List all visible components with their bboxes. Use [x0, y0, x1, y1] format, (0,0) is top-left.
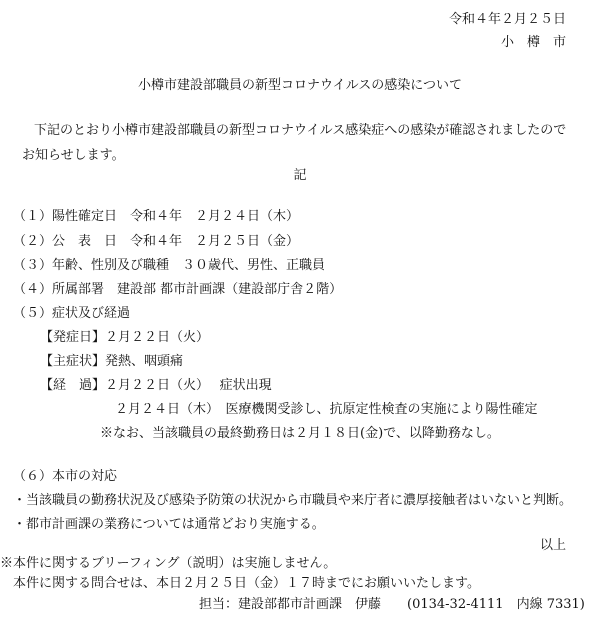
- intro-line-1: 下記のとおり小樽市建設部職員の新型コロナウイルス感染症への感染が確認されましたので: [34, 123, 567, 138]
- item-positive-date: （１）陽性確定日 令和４年 ２月２４日（木）: [13, 209, 300, 224]
- symptom-course-2: ２月２４日（木） 医療機関受診し、抗原定性検査の実施により陽性確定: [115, 402, 538, 417]
- symptom-note: ※なお、当該職員の最終勤務日は２月１８日(金)で、以降勤務なし。: [100, 426, 500, 441]
- inquiry-note: 本件に関する問合せは、本日２月２５日（金）１７時までにお願いいたします。: [13, 576, 480, 591]
- closing-mark: 以上: [539, 538, 566, 553]
- response-point-1: ・当該職員の勤務状況及び感染予防策の状況から市職員や来庁者に濃厚接触者はいないと判断。: [13, 493, 573, 508]
- intro-line-2: お知らせします。: [22, 148, 125, 163]
- symptom-main: 【主症状】発熱、咽頭痛: [40, 354, 184, 369]
- item-announce-date: （２）公 表 日 令和４年 ２月２５日（金）: [13, 234, 300, 249]
- response-heading: （６）本市の対応: [13, 469, 118, 484]
- issuer: 小 樽 市: [500, 35, 566, 50]
- symptom-onset: 【発症日】２月２２日（火）: [40, 330, 210, 345]
- issue-date: 令和４年２月２５日: [448, 12, 566, 27]
- symptom-course-1: 【経 過】２月２２日（火） 症状出現: [40, 378, 272, 393]
- document-title: 小樽市建設部職員の新型コロナウイルスの感染について: [138, 78, 462, 93]
- response-point-2: ・都市計画課の業務については通常どおり実施する。: [13, 517, 325, 532]
- contact-info: 担当：建設部都市計画課 伊藤 (0134-32-4111 内線 7331): [199, 597, 585, 612]
- briefing-note: ※本件に関するブリーフィング（説明）は実施しません。: [0, 556, 337, 571]
- ki-heading: 記: [293, 168, 307, 183]
- item-profile: （３）年齢、性別及び職種 ３０歳代、男性、正職員: [13, 258, 326, 273]
- item-symptoms-heading: （５）症状及び経過: [13, 306, 131, 321]
- item-department: （４）所属部署 建設部 都市計画課（建設部庁舎２階）: [13, 282, 343, 297]
